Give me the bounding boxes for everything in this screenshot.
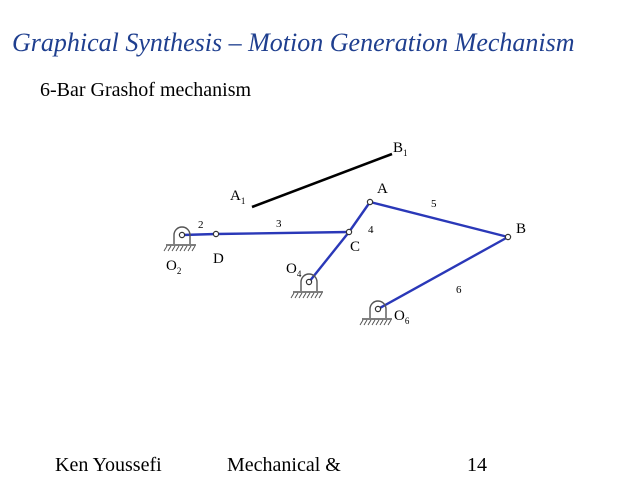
link-4-upper [349,202,370,232]
link-3 [216,232,349,234]
link-number-3: 3 [276,218,282,230]
link-number-5: 5 [431,198,437,210]
slide-title: Graphical Synthesis – Motion Generation Mechanism [12,28,575,57]
link-number-6: 6 [456,284,462,296]
link-6 [378,237,508,309]
link-2 [182,234,216,235]
label-d: D [213,251,224,267]
joint-c [346,229,351,234]
label-o2: $O_2$ [166,258,182,276]
link-5 [370,202,508,237]
label-a1: $A_1$ [230,188,246,206]
label-c: C [350,239,361,255]
footer-author: Ken Youssefi [55,454,162,476]
link-number-4: 4 [368,224,374,236]
footer-department: Mechanical & [227,454,341,476]
ground-support-o4 [291,274,323,298]
link-4-lower [309,232,349,282]
slide-subtitle: 6-Bar Grashof mechanism [40,79,252,101]
joint-a [367,199,372,204]
joint-d [213,231,218,236]
joint-o6 [375,306,380,311]
label-a: A [377,181,388,197]
joint-b [505,234,510,239]
label-o6: $O_6$ [394,308,410,326]
label-b1: $B_1$ [393,140,408,158]
joint-o2 [179,232,184,237]
joint-o4 [306,279,311,284]
page-number: 14 [467,454,487,476]
label-b: B [516,221,527,237]
label-o4: $O_4$ [286,261,302,279]
link-number-2: 2 [198,219,204,231]
ground-support-o2 [164,227,196,251]
